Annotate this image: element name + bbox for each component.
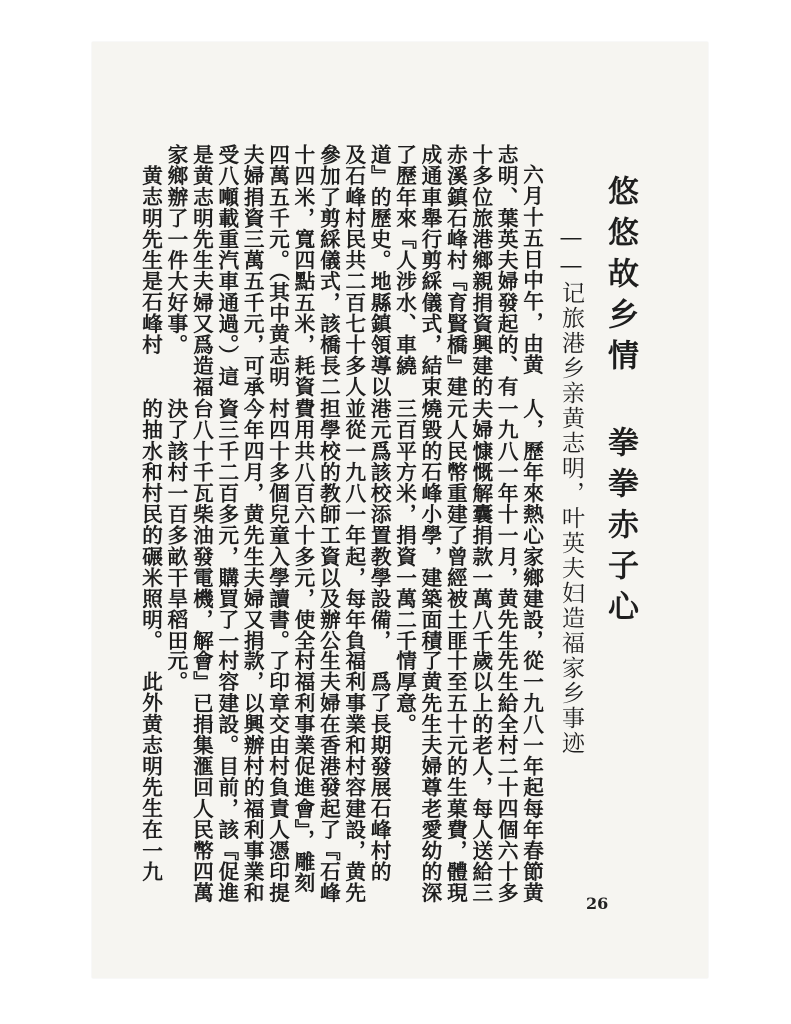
text-column: 燒毀的石峰小學，建築面積	[417, 398, 442, 652]
text-column: 了歷年來『人涉水、車繞	[392, 144, 417, 377]
text-column: 費用共八百六十多元，使全	[290, 398, 315, 652]
text-column: 十多位旅港鄉親捐資興建的	[468, 144, 493, 398]
text-column: 六月十五日中午，由黄	[519, 164, 544, 375]
text-column: 是黄志明先生夫婦又爲造福	[189, 144, 214, 398]
text-column: 從一九八一年起每年春節黄	[519, 650, 544, 904]
text-column: 生夫婦在香港發起了『石峰	[316, 650, 341, 904]
text-column: 的抽水和村民的碾米照明。	[138, 398, 163, 652]
text-column: 台八十千瓦柴油發電機，解	[189, 398, 214, 652]
text-column: 了黄先生夫婦尊老愛幼的深	[417, 650, 442, 904]
text-column: 決了該村一百多畝干旱稻田	[163, 398, 188, 652]
text-column: 情厚意。	[392, 650, 417, 735]
text-column: 夫婦捐資三萬五千元，可承	[240, 144, 265, 398]
page-number: 26	[586, 894, 609, 913]
text-column: 十至五十元的生菓費，體現	[443, 650, 468, 904]
text-column: 家鄉辦了一件大好事。	[163, 144, 188, 355]
text-column: 道』的歷史。地縣鎮領導以	[367, 144, 392, 398]
text-column: 港元爲該校添置教學設備，	[367, 398, 392, 652]
text-column: 元。	[163, 650, 188, 693]
text-column: 村容建設。目前，該『促進	[214, 650, 239, 904]
text-column: 了印章交由村負責人憑印提	[265, 650, 290, 904]
text-column: 爲了長期發展石峰村的	[367, 671, 392, 882]
text-column: 人，歷年來熱心家鄉建設，	[519, 398, 544, 652]
text-column: 三百平方米，捐資一萬二千	[392, 398, 417, 652]
article-subtitle: ——记旅港乡亲黄志明，叶英夫妇造福家乡事迹	[558, 225, 584, 756]
text-column: 並從一九八一年起，每年負	[341, 398, 366, 652]
text-column: 志明、葉英夫婦發起的、有	[494, 144, 519, 398]
text-column: 受八噸載重汽車通過。）這	[214, 144, 239, 387]
text-column: 此外黄志明先生在一九	[138, 671, 163, 882]
text-column: 今年四月，黄先生夫婦又捐	[240, 398, 265, 652]
text-column: 一九八一年十一月，黄先生	[494, 398, 519, 652]
text-column: 及石峰村民共二百七十多人	[341, 144, 366, 398]
text-column: 參加了剪綵儀式，該橋長二	[316, 144, 341, 398]
text-column: 福利事業和村容建設，黄先	[341, 650, 366, 904]
text-column: 担學校的教師工資以及辦公	[316, 398, 341, 652]
text-column: 成通車舉行剪綵儀式，結束	[417, 144, 442, 398]
text-column: 四萬五千元。（其中黄志明	[265, 144, 290, 387]
text-column: 黄志明先生是石峰村	[138, 165, 163, 355]
text-column: 村福利事業促進會』，雕刻	[290, 650, 315, 893]
text-column: 夫婦慷慨解囊捐款一萬八千	[468, 398, 493, 652]
text-column: 先生給全村二十四個六十多	[494, 650, 519, 904]
text-column: 村四十多個兒童入學讀書。	[265, 398, 290, 652]
text-column: 會』已捐集滙回人民幣四萬	[189, 650, 214, 904]
text-column: 赤溪鎮石峰村『育賢橋』建	[443, 144, 468, 398]
text-column: 元人民幣重建了曾經被土匪	[443, 398, 468, 652]
text-column: 歲以上的老人，每人送給三	[468, 650, 493, 904]
article-title: 悠悠故乡情 拳拳赤子心	[602, 175, 638, 631]
text-column: 款，以興辦村的福利事業和	[240, 650, 265, 904]
text-column: 十四米，寬四點五米，耗資	[290, 144, 315, 398]
text-column: 資三千二百多元，購買了一	[214, 398, 239, 652]
